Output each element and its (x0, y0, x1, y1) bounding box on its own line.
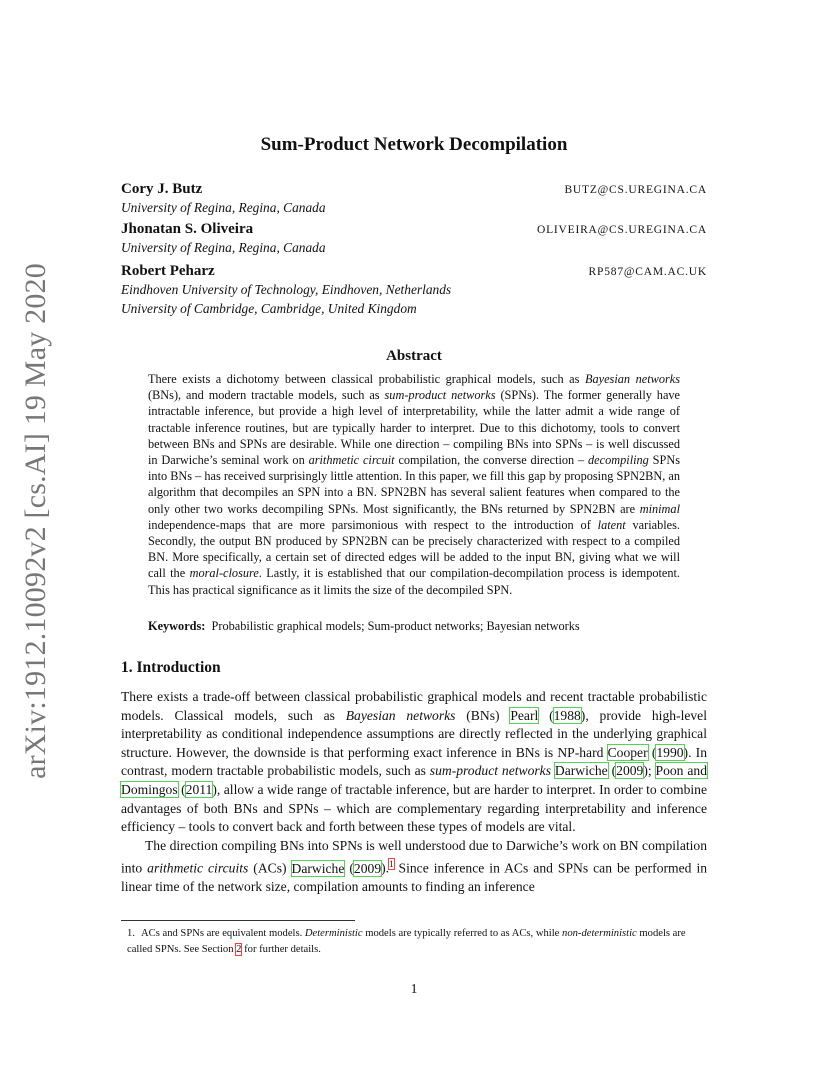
author-email[interactable]: OLIVEIRA@CS.UREGINA.CA (536, 224, 707, 236)
citation-link[interactable]: Darwiche (291, 860, 345, 876)
body-text: ), allow a wide range of tractable inference, but are harder to interpret. In order to combine advantages of both BNs and SPNs – which are complementary regarding interpretability and inference efficiency – tools to convert back and forth between these types of models are vital. (121, 781, 707, 835)
author-name: Jhonatan S. Oliveira (121, 221, 254, 237)
author-affiliation: University of Regina, Regina, Canada (121, 200, 326, 215)
paragraph (121, 688, 707, 837)
footnote-emphasis: non-deterministic (562, 928, 637, 939)
citation-link[interactable]: 2011 (185, 781, 213, 797)
author-affiliation: University of Cambridge, Cambridge, United Kingdom (121, 301, 417, 316)
keywords-text: Probabilistic graphical models; Sum-product networks; Bayesian networks (211, 619, 580, 633)
citation-link[interactable]: Darwiche (554, 763, 608, 779)
paragraph (121, 837, 707, 897)
keywords-label: Keywords: (148, 619, 206, 633)
author-block (121, 221, 707, 257)
section-heading: 1. Introduction (121, 659, 221, 676)
body-text: Since inference in ACs and SPNs can be performed in linear time of the network size, compilation amounts to finding an inference (121, 860, 708, 895)
abstract-text: variables. Secondly, the output BN produced by SPN2BN can be precisely characterized with respect to a compiled BN. More specifically, a certain set of directed edges will be added to the input BN, giving what we will call the (148, 517, 680, 581)
abstract-text: SPNs into BNs – has received surprisingly little attention. In this paper, we fill this gap by proposing SPN2BN, an algorithm that decompiles an SPN into a BN. SPN2BN has several salient features when compared to the only other two works decompiling SPNs. Most significantly, the BNs returned by SPN2BN are (148, 453, 681, 516)
footnote (127, 926, 707, 958)
keywords-line (148, 619, 680, 634)
body-text: There exists a trade-off between classical probabilistic graphical models and recent tractable probabilistic models. Classical models, such as (121, 689, 707, 723)
page-number: 1 (410, 981, 418, 996)
abstract-emphasis: arithmetic circuit (308, 453, 395, 468)
citation-link[interactable]: 2009 (353, 860, 382, 876)
abstract-text: . Lastly, it is established that our compilation-decompilation process is idempotent. This has practical significance as it limits the size of the decompiled SPN. (148, 566, 681, 597)
citation-link[interactable]: Poon and Domingos (121, 763, 707, 797)
abstract-text: compilation, the converse direction – (394, 453, 589, 468)
body-text: ( (538, 707, 554, 723)
footnote-divider (121, 920, 355, 921)
author-block (121, 263, 707, 318)
body-emphasis: sum-product networks (429, 763, 551, 779)
body-text: (BNs) (455, 707, 511, 723)
citation-link[interactable]: 1990 (656, 744, 684, 760)
footnote-emphasis: Deterministic (304, 928, 363, 939)
body-text: ( (647, 744, 657, 760)
abstract-text: (SPNs). The former generally have intractable inference, but provide a high level of interpretability, while the latter admit a wide range of tractable inference routines, but are typically harder to interpret. Due to this dichotomy, tools to convert between BNs and SPNs are desirable. While one direction – compiling BNs into SPNs – is well discussed in Darwiche’s seminal work on (148, 388, 681, 468)
abstract-text: independence-maps that are more parsimonious with respect to the introduction of (148, 517, 598, 532)
body-text: ). In contrast, modern tractable probabilistic models, such as (121, 744, 707, 779)
body-text: ( (344, 860, 354, 876)
body-text: ), provide high-level interpretability as conditional independence assumptions are directly reflected in the underlying graphical structure. However, the downside is that performing exact inference in BNs is NP-hard (121, 707, 707, 760)
body-text: ( (607, 763, 617, 779)
author-name: Robert Peharz (121, 263, 215, 279)
author-affiliation: Eindhoven University of Technology, Eindhoven, Netherlands (121, 282, 452, 297)
footnote-marker-link[interactable]: 1 (389, 859, 394, 870)
body-text: ( (177, 781, 186, 797)
body-emphasis: arithmetic circuits (147, 860, 249, 876)
body-text: (ACs) (248, 860, 292, 876)
introduction-body (121, 688, 707, 897)
footnote-text: ACs and SPNs are equivalent models. (141, 928, 305, 939)
footnote-text: models are called SPNs. See Section (127, 928, 686, 955)
footnote-text: models are typically referred to as ACs, while (362, 928, 563, 939)
body-text: ). (381, 860, 390, 876)
footnote-number: 1. (127, 928, 135, 939)
author-email[interactable]: BUTZ@CS.UREGINA.CA (564, 184, 707, 196)
body-text: ); (643, 763, 656, 779)
abstract-emphasis: minimal (639, 501, 680, 516)
abstract-text: (BNs), and modern tractable models, such as (148, 388, 385, 403)
citation-link[interactable]: 1988 (553, 707, 581, 723)
author-name: Cory J. Butz (121, 181, 203, 197)
abstract-text: There exists a dichotomy between classical probabilistic graphical models, such as (148, 372, 585, 386)
citation-link[interactable]: 2009 (616, 763, 644, 779)
body-text: The direction compiling BNs into SPNs is well understood due to Darwiche’s work on BN compilation into (121, 837, 707, 876)
citation-link[interactable]: Pearl (510, 707, 539, 723)
abstract-emphasis: sum-product networks (384, 388, 496, 403)
abstract-emphasis: latent (597, 517, 626, 532)
abstract-emphasis: moral-closure (189, 566, 259, 581)
section-link[interactable]: 2 (236, 944, 242, 955)
abstract-emphasis: Bayesian networks (584, 372, 680, 386)
citation-link[interactable]: Cooper (607, 744, 648, 760)
abstract-emphasis: decompiling (588, 453, 649, 468)
body-emphasis: Bayesian networks (345, 707, 456, 723)
footnote-text: for further details. (241, 944, 321, 955)
author-email[interactable]: RP587@CAM.AC.UK (588, 266, 707, 278)
author-block (121, 181, 707, 217)
author-affiliation: University of Regina, Regina, Canada (121, 240, 326, 255)
arxiv-identifier-text: arXiv:1912.10092v2 [cs.AI] 19 May 2020 (19, 263, 52, 779)
paper-title: Sum-Product Network Decompilation (260, 134, 568, 155)
abstract-heading: Abstract (386, 348, 442, 364)
abstract-body (148, 371, 680, 598)
